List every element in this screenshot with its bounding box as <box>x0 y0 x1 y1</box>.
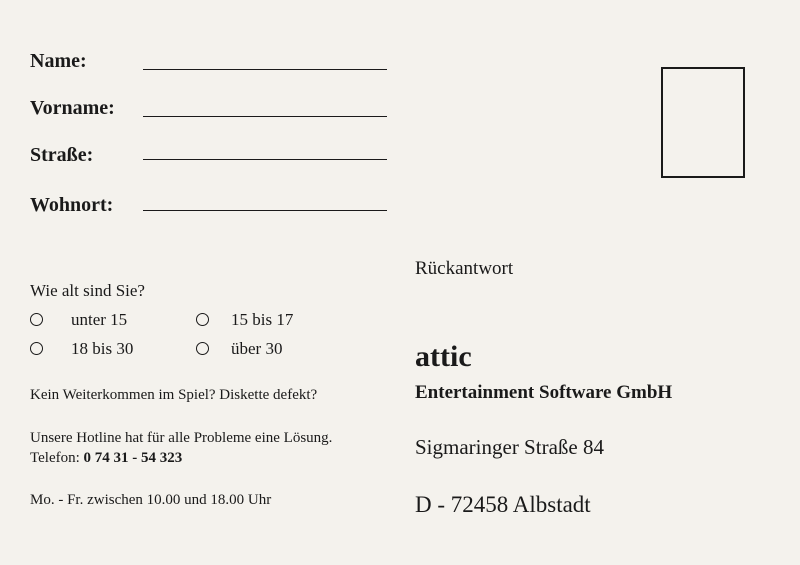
option-label: über 30 <box>231 339 283 358</box>
company-name: attic <box>415 340 472 373</box>
vorname-field-line[interactable] <box>143 116 387 117</box>
vorname-label: Vorname: <box>30 97 115 119</box>
phone-prefix: Telefon: <box>30 450 80 466</box>
hotline-hours: Mo. - Fr. zwischen 10.00 und 18.00 Uhr <box>30 492 272 508</box>
radio-button[interactable] <box>196 342 209 355</box>
name-field-line[interactable] <box>143 69 387 70</box>
phone-line <box>30 450 182 467</box>
radio-button[interactable] <box>30 342 43 355</box>
option-label: 15 bis 17 <box>231 310 294 329</box>
stamp-box <box>661 67 745 178</box>
option-label: unter 15 <box>71 310 128 329</box>
option-label: 18 bis 30 <box>71 339 134 358</box>
hotline-text: Unsere Hotline hat für alle Probleme eine Lösung. <box>30 430 333 446</box>
wohnort-label: Wohnort: <box>30 194 114 216</box>
support-question: Kein Weiterkommen im Spiel? Diskette defekt? <box>30 387 318 403</box>
name-label: Name: <box>30 50 87 72</box>
wohnort-field-line[interactable] <box>143 210 387 211</box>
address-street: Sigmaringer Straße 84 <box>415 435 604 459</box>
radio-button[interactable] <box>30 313 43 326</box>
radio-button[interactable] <box>196 313 209 326</box>
address-city: D - 72458 Albstadt <box>415 492 591 517</box>
age-question-label: Wie alt sind Sie? <box>30 281 145 300</box>
phone-number: 0 74 31 - 54 323 <box>83 450 183 466</box>
reply-label: Rückantwort <box>415 258 514 279</box>
strasse-label: Straße: <box>30 144 94 166</box>
strasse-field-line[interactable] <box>143 159 387 160</box>
company-subtitle: Entertainment Software GmbH <box>415 382 673 403</box>
